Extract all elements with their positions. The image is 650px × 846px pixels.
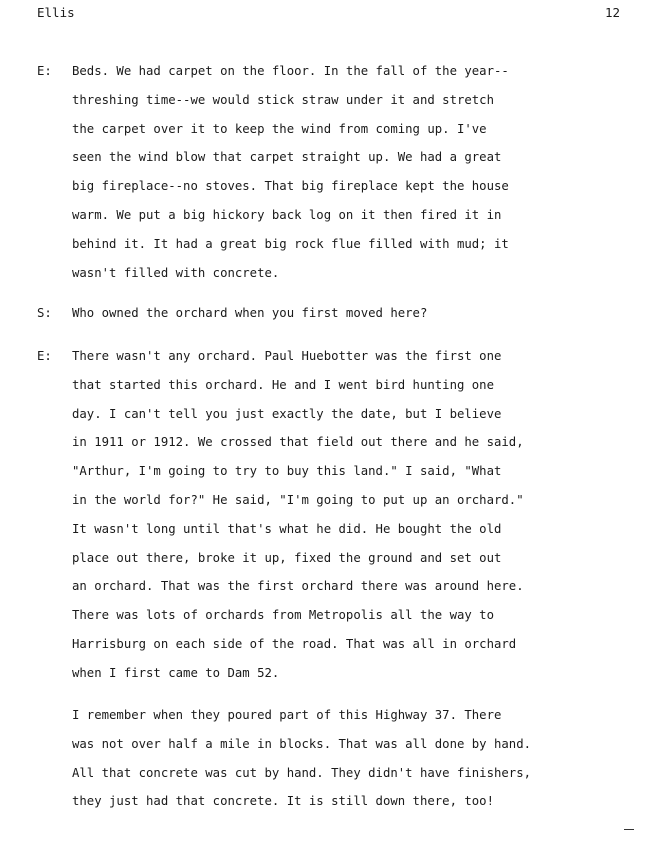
text-line: place out there, broke it up, fixed the ground and set out: [72, 550, 502, 565]
text-line: behind it. It had a great big rock flue filled with mud; it: [72, 236, 509, 251]
speaker-label: E:: [37, 349, 52, 363]
text-line: Who owned the orchard when you first moved here?: [72, 306, 428, 320]
paragraph-1: [37, 64, 637, 284]
text-line: seen the wind blow that carpet straight up. We had a great: [72, 150, 502, 165]
text-line: Beds. We had carpet on the floor. In the fall of the year--: [72, 64, 509, 78]
paragraph-4: [37, 708, 637, 818]
text-line: in 1911 or 1912. We crossed that field out there and he said,: [72, 435, 524, 450]
paragraph-2: [37, 306, 637, 326]
text-line: day. I can't tell you just exactly the date, but I believe: [72, 406, 502, 421]
text-line: There was lots of orchards from Metropolis all the way to: [72, 608, 494, 623]
text-line: I remember when they poured part of this Highway 37. There: [72, 708, 502, 722]
text-line: when I first came to Dam 52.: [72, 665, 280, 680]
text-line: There wasn't any orchard. Paul Huebotter was the first one: [72, 349, 502, 363]
text-line: that started this orchard. He and I went bird hunting one: [72, 377, 494, 392]
speaker-label: S:: [37, 306, 52, 320]
text-line: big fireplace--no stoves. That big fireplace kept the house: [72, 179, 509, 194]
text-line: an orchard. That was the first orchard there was around here.: [72, 579, 524, 594]
text-line: Harrisburg on each side of the road. That was all in orchard: [72, 637, 517, 651]
text-line: in the world for?" He said, "I'm going to put up an orchard.": [72, 493, 524, 507]
text-line: they just had that concrete. It is still down there, too!: [72, 794, 494, 809]
paragraph-3: [37, 349, 637, 679]
text-line: All that concrete was cut by hand. They didn't have finishers,: [72, 765, 532, 780]
text-line: was not over half a mile in blocks. That was all done by hand.: [72, 736, 532, 751]
text-line: the carpet over it to keep the wind from coming up. I've: [72, 121, 487, 136]
text-line: wasn't filled with concrete.: [72, 265, 280, 280]
text-line: "Arthur, I'm going to try to buy this land." I said, "What: [72, 464, 502, 479]
text-line: It wasn't long until that's what he did. He bought the old: [72, 521, 502, 536]
page-number: 12: [604, 5, 620, 20]
text-line: warm. We put a big hickory back log on it then fired it in: [72, 208, 502, 222]
text-line: threshing time--we would stick straw under it and stretch: [72, 92, 494, 107]
speaker-label: E:: [37, 64, 52, 78]
scan-mark: [624, 829, 634, 830]
page-header-name: Ellis: [37, 5, 75, 20]
